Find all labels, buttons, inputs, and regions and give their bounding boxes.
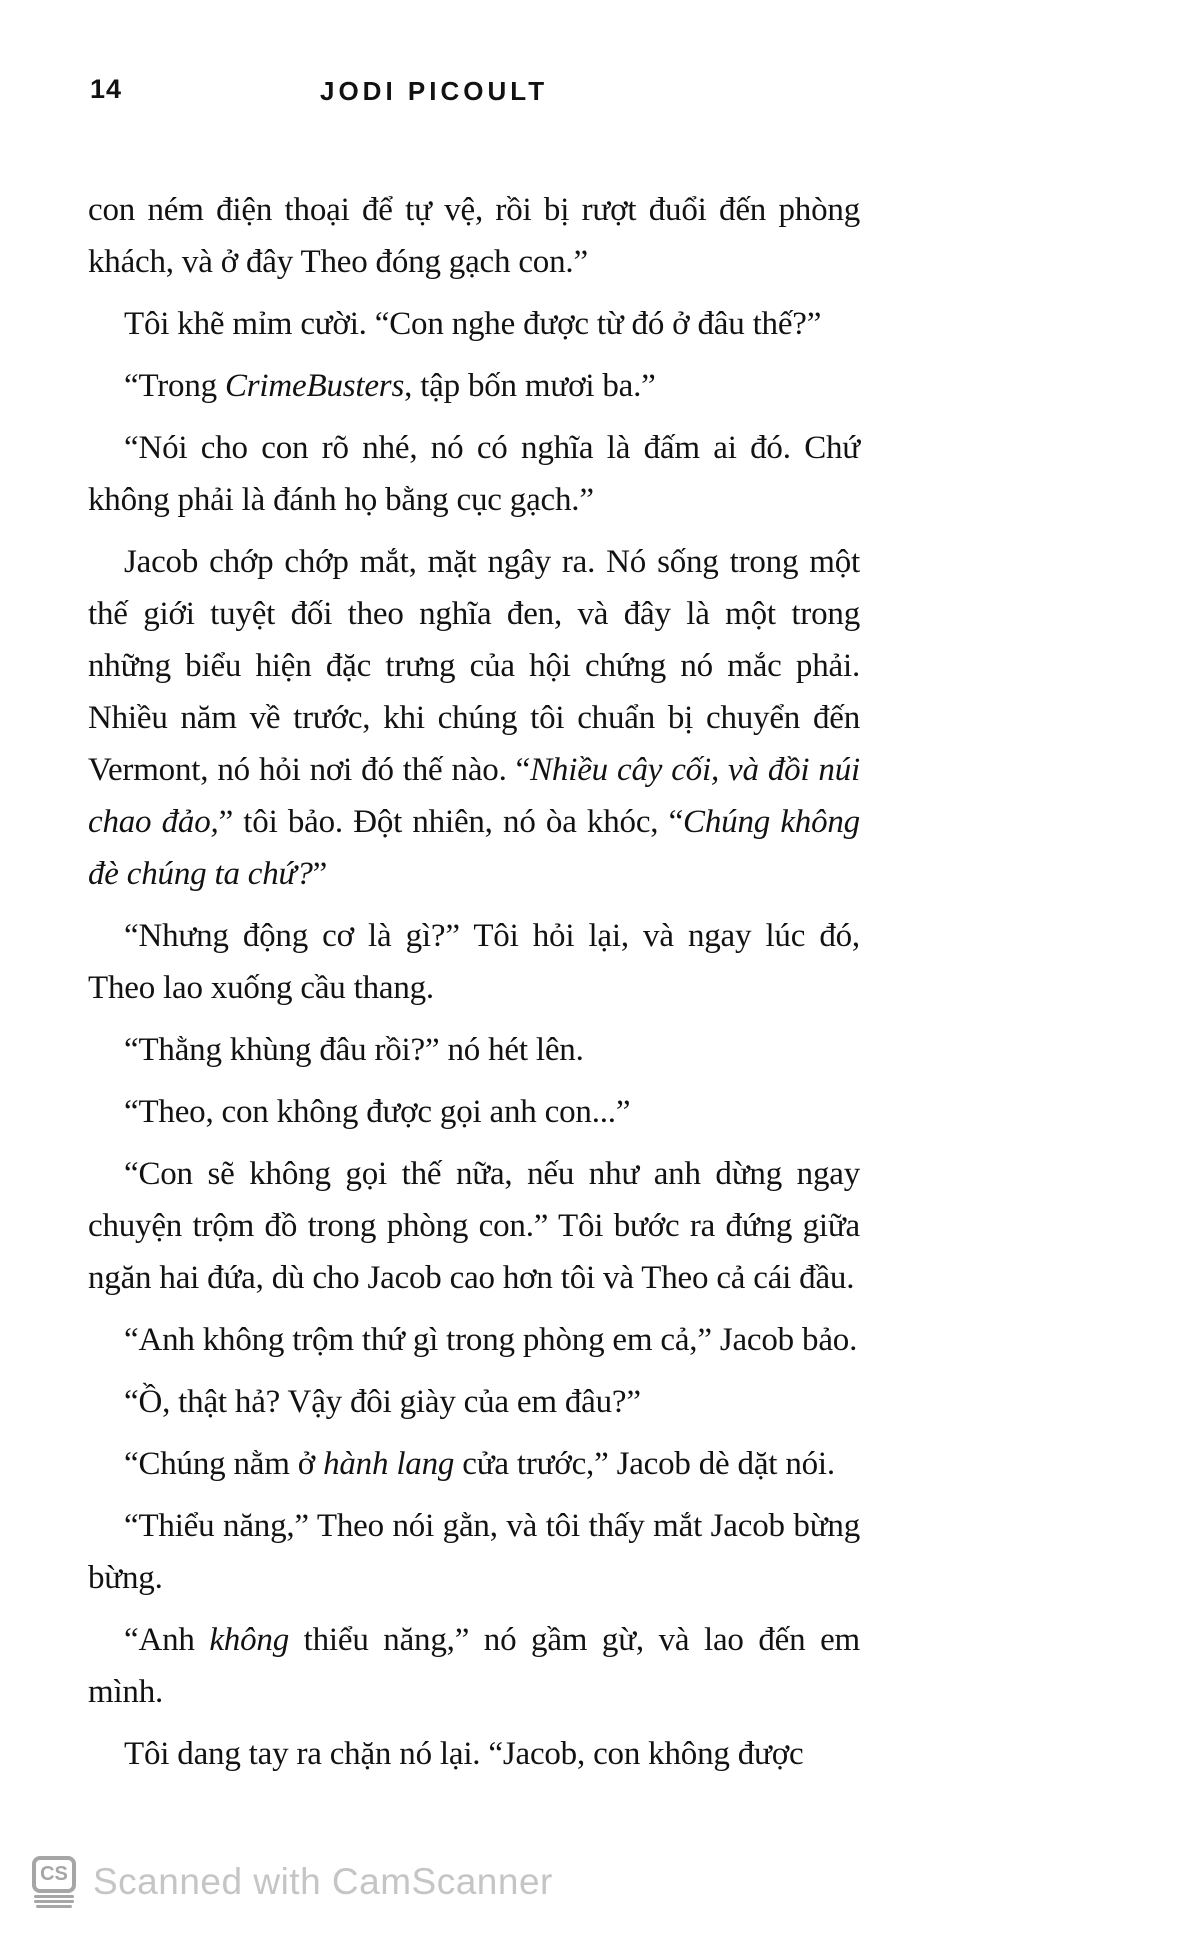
text-run: “Chúng nằm ở	[124, 1446, 324, 1482]
paragraph	[88, 1148, 860, 1304]
italic-text-run: CrimeBusters	[224, 368, 405, 404]
running-title: JODI PICOULT	[320, 76, 549, 106]
text-run: “Anh	[124, 1622, 210, 1658]
paragraph	[88, 910, 860, 1014]
paragraph	[88, 1376, 860, 1428]
text-run: Tôi dang tay ra chặn nó lại. “Jacob, con không được	[124, 1736, 804, 1772]
text-run: “Thằng khùng đâu rồi?” nó hét lên.	[124, 1032, 584, 1068]
camscanner-logo-pages	[32, 1895, 76, 1908]
text-run: “Thiểu năng,” Theo nói gằn, và tôi thấy mắt Jacob bừng bừng.	[88, 1508, 860, 1596]
text-run: cửa trước,” Jacob dè dặt nói.	[454, 1446, 835, 1482]
text-run: ” tôi bảo. Đột nhiên, nó òa khóc, “	[218, 804, 684, 840]
camscanner-logo-text: CS	[40, 1863, 68, 1885]
text-run: “Con sẽ không gọi thế nữa, nếu như anh dừng ngay chuyện trộm đồ trong phòng con.” Tôi bước ra đứng giữa ngăn hai đứa, dù cho Jacob cao hơn tôi và Theo cả cái đầu.	[88, 1156, 860, 1296]
italic-text-run: Chúng không đè chúng ta chứ?	[88, 804, 860, 892]
text-run: thiểu năng,” nó gầm gừ, và lao đến em mình.	[88, 1622, 860, 1710]
text-run: “Nhưng động cơ là gì?” Tôi hỏi lại, và ngay lúc đó, Theo lao xuống cầu thang.	[88, 918, 860, 1006]
italic-text-run: không	[209, 1622, 289, 1658]
text-run: con ném điện thoại để tự vệ, rồi bị rượt đuổi đến phòng khách, và ở đây Theo đóng gạch con.”	[88, 192, 860, 280]
paragraph	[88, 1728, 860, 1780]
paragraph	[88, 1024, 860, 1076]
paragraph	[88, 536, 860, 900]
text-run: “Trong	[124, 368, 225, 404]
paragraph	[88, 1500, 860, 1604]
text-run: Jacob chớp chớp mắt, mặt ngây ra. Nó sống trong một thế giới tuyệt đối theo nghĩa đen, và đây là một trong những biểu hiện đặc trưng của hội chứng nó mắc phải. Nhiều năm về trước, khi chúng tôi chuẩn bị chuyển đến Vermont, nó hỏi nơi đó thế nào. “	[88, 544, 860, 788]
camscanner-watermark	[32, 1856, 553, 1908]
italic-text-run: Nhiều cây cối, và đồi núi chao đảo,	[88, 752, 860, 840]
paragraph	[88, 184, 860, 288]
watermark-label: Scanned with CamScanner	[93, 1861, 553, 1902]
text-run: ”	[312, 856, 328, 892]
paragraph	[88, 1314, 860, 1366]
paragraph	[88, 360, 860, 412]
text-run: , tập bốn mươi ba.”	[404, 368, 656, 404]
italic-text-run: hành lang	[323, 1446, 455, 1482]
paragraph	[88, 1614, 860, 1718]
text-run: “Ồ, thật hả? Vậy đôi giày của em đâu?”	[124, 1384, 641, 1420]
text-run: “Nói cho con rõ nhé, nó có nghĩa là đấm ai đó. Chứ không phải là đánh họ bằng cục gạch.”	[88, 430, 860, 518]
text-run: “Anh không trộm thứ gì trong phòng em cả,” Jacob bảo.	[124, 1322, 858, 1358]
paragraph	[88, 1086, 860, 1138]
text-run: Tôi khẽ mỉm cười. “Con nghe được từ đó ở đâu thế?”	[124, 306, 822, 342]
paragraph	[88, 1438, 860, 1490]
paragraph	[88, 298, 860, 350]
camscanner-logo-icon	[32, 1856, 76, 1908]
text-run: “Theo, con không được gọi anh con...”	[124, 1094, 631, 1130]
page-text	[88, 184, 860, 1790]
page-number: 14	[90, 74, 123, 104]
paragraph	[88, 422, 860, 526]
